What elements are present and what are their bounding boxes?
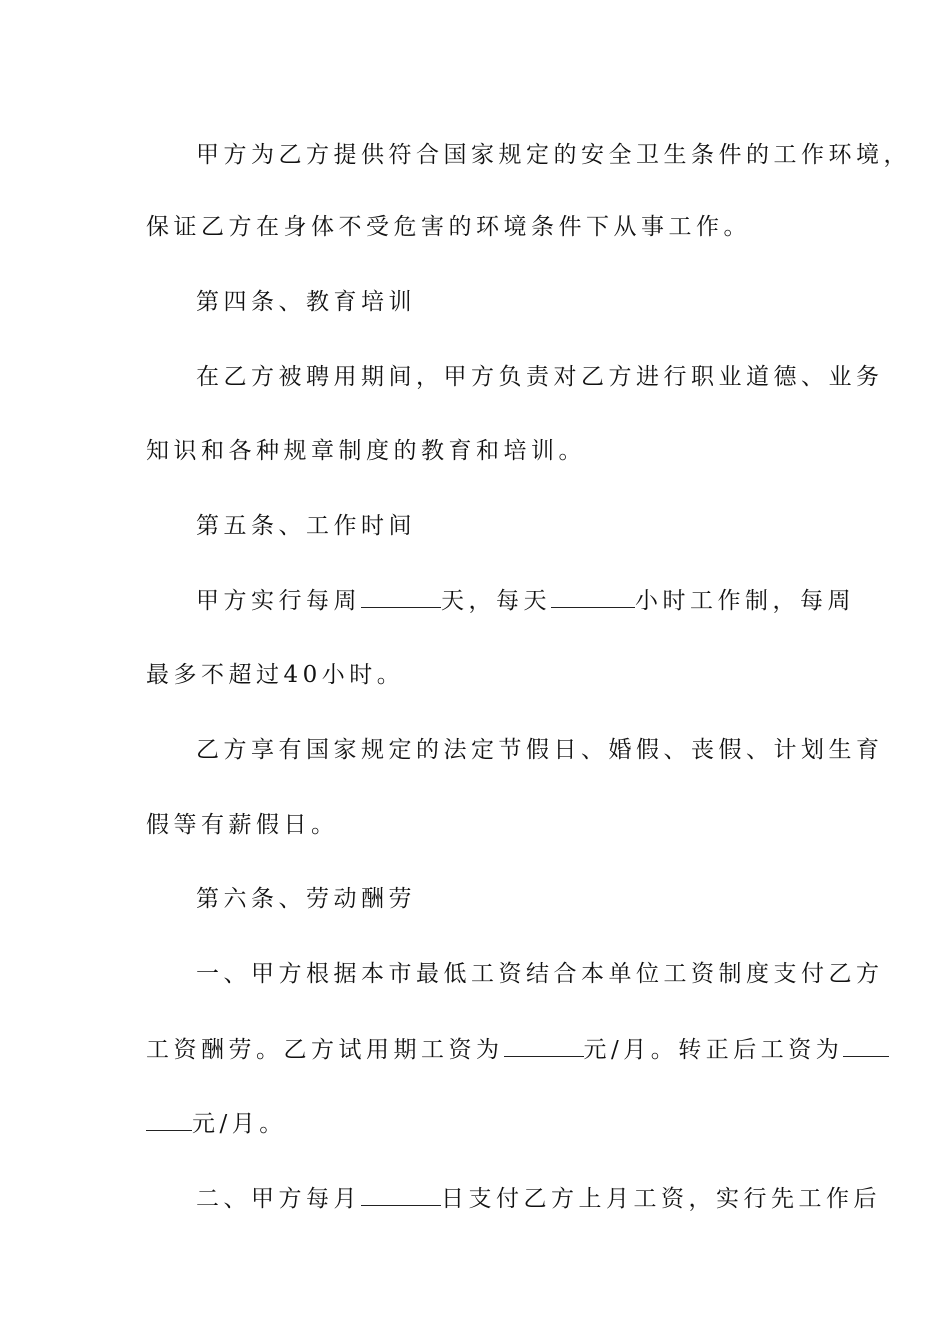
fill-blank [146, 1108, 192, 1131]
paragraph-line: 假等有薪假日。 [146, 812, 339, 838]
paragraph-line: 一、甲方根据本市最低工资结合本单位工资制度支付乙方 [196, 961, 884, 987]
paragraph-line: 知识和各种规章制度的教育和培训。 [146, 438, 586, 464]
text-segment: 工资酬劳。乙方试用期工资为 [146, 1037, 504, 1063]
text-segment: 甲方实行每周 [196, 588, 361, 614]
text-segment: 小时工作制，每周 [635, 588, 855, 614]
paragraph-line: 最多不超过40小时。 [146, 662, 405, 688]
section-heading: 第六条、劳动酬劳 [196, 886, 416, 912]
text-segment: 日支付乙方上月工资，实行先工作后 [441, 1186, 881, 1212]
fill-blank [504, 1034, 584, 1057]
paragraph-line: 保证乙方在身体不受危害的环境条件下从事工作。 [146, 214, 751, 240]
text-segment: 元/月。 [192, 1111, 287, 1137]
fill-blank [551, 585, 635, 608]
text-segment: 元/月。转正后工资为 [583, 1037, 844, 1063]
paragraph-line: 甲方为乙方提供符合国家规定的安全卫生条件的工作环境， [196, 142, 911, 168]
paragraph-line: 乙方享有国家规定的法定节假日、婚假、丧假、计划生育 [196, 737, 884, 763]
text-segment: 二、甲方每月 [196, 1186, 361, 1212]
fill-blank [843, 1034, 889, 1057]
paragraph-line [146, 1108, 816, 1139]
section-heading: 第四条、教育培训 [196, 289, 416, 315]
section-heading: 第五条、工作时间 [196, 513, 416, 539]
fill-blank [361, 1183, 441, 1206]
paragraph-line [146, 1034, 844, 1065]
paragraph-line: 在乙方被聘用期间，甲方负责对乙方进行职业道德、业务 [196, 364, 884, 390]
text-segment: 天，每天 [441, 588, 551, 614]
paragraph-line [196, 1183, 881, 1214]
fill-blank [361, 585, 441, 608]
paragraph-line [196, 585, 866, 616]
